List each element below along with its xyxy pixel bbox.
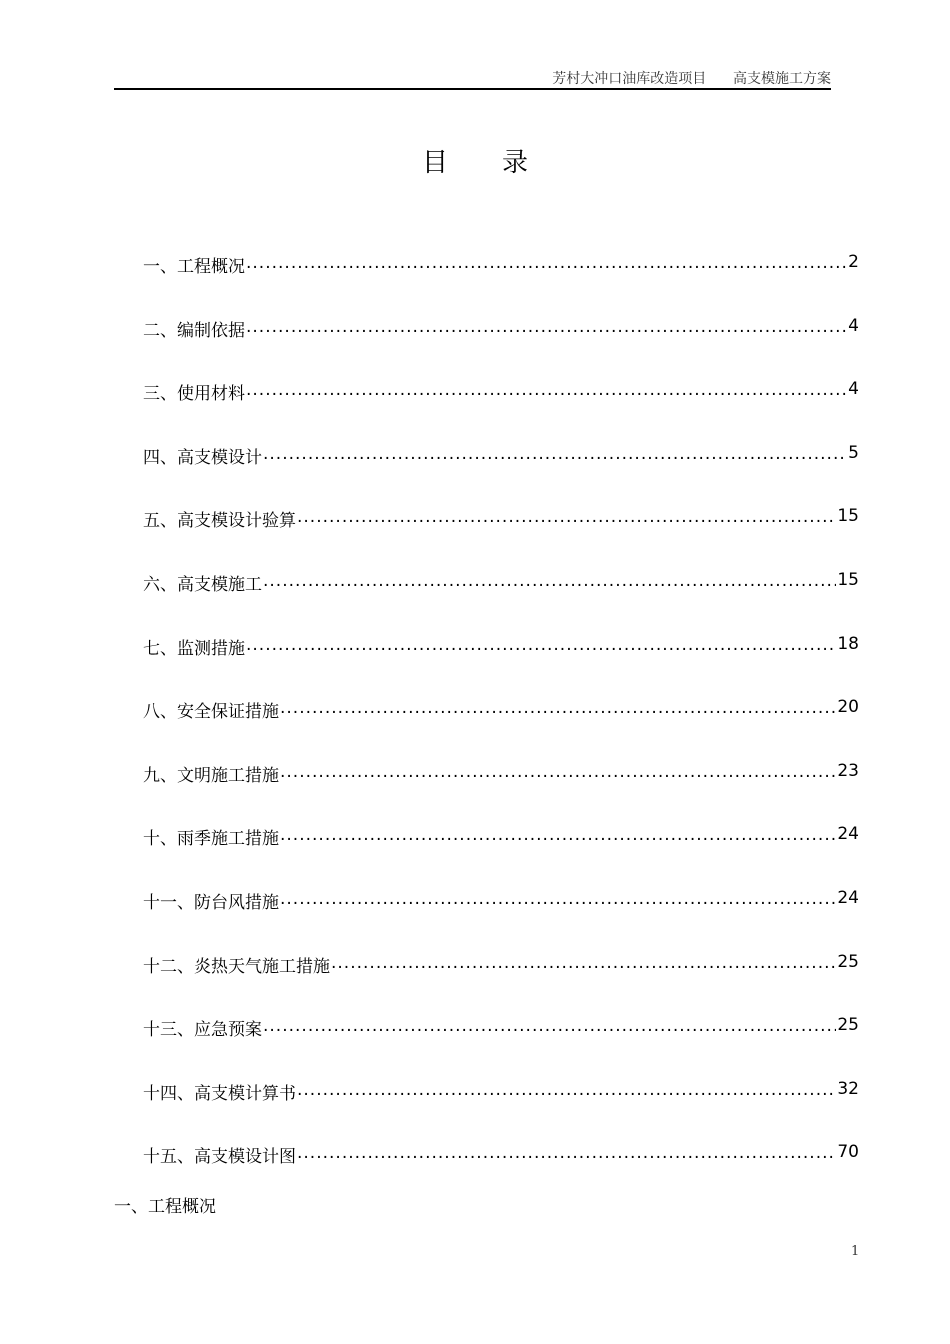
toc-entry-page: 5: [848, 442, 859, 463]
toc-leader: [280, 698, 836, 718]
toc-entry[interactable]: [143, 443, 859, 507]
toc-leader: [246, 253, 847, 273]
toc-entry[interactable]: [143, 888, 859, 952]
toc-entry[interactable]: [143, 379, 859, 443]
toc-entry-label: 十三、应急预案: [143, 1020, 262, 1041]
toc-entry[interactable]: [143, 634, 859, 698]
toc-entry-label: 十一、防台风措施: [143, 892, 279, 913]
table-of-contents: [143, 252, 859, 1206]
toc-leader: [246, 635, 836, 655]
toc-entry-label: 十、雨季施工措施: [143, 829, 279, 850]
header-text: 芳村大冲口油库改造项目 高支模施工方案: [552, 71, 831, 87]
toc-entry-page: 2: [848, 252, 859, 272]
toc-leader: [263, 1016, 836, 1036]
toc-entry[interactable]: [143, 952, 859, 1016]
toc-leader: [297, 1080, 836, 1100]
toc-entry[interactable]: [143, 824, 859, 888]
toc-entry-label: 六、高支模施工: [143, 574, 262, 595]
toc-entry[interactable]: [143, 570, 859, 634]
toc-entry[interactable]: [143, 1015, 859, 1079]
toc-entry-page: 70: [837, 1142, 859, 1163]
toc-entry-page: 20: [837, 697, 859, 718]
toc-entry[interactable]: [143, 252, 859, 316]
toc-entry-page: 24: [837, 824, 859, 845]
toc-leader: [280, 889, 836, 909]
toc-leader: [263, 571, 836, 591]
toc-entry[interactable]: [143, 1142, 859, 1206]
toc-leader: [280, 825, 836, 845]
toc-entry-label: 八、安全保证措施: [143, 702, 279, 723]
toc-entry-page: 15: [837, 569, 859, 590]
toc-entry[interactable]: [143, 761, 859, 825]
toc-entry-page: 4: [848, 379, 859, 400]
toc-leader: [246, 317, 847, 337]
toc-entry-page: 25: [837, 1015, 859, 1036]
toc-title: 目录: [421, 148, 582, 178]
toc-entry-label: 五、高支模设计验算: [143, 511, 296, 532]
toc-entry[interactable]: [143, 316, 859, 380]
toc-entry-label: 二、编制依据: [143, 320, 245, 341]
toc-entry-page: 18: [837, 633, 859, 654]
toc-entry-label: 七、监测措施: [143, 638, 245, 659]
toc-entry-label: 一、工程概况: [143, 257, 245, 277]
toc-entry-label: 十五、高支模设计图: [143, 1147, 296, 1168]
toc-entry-page: 25: [837, 951, 859, 972]
toc-entry-label: 九、文明施工措施: [143, 765, 279, 786]
toc-leader: [280, 762, 836, 782]
toc-entry-page: 15: [837, 506, 859, 527]
toc-entry[interactable]: [143, 506, 859, 570]
toc-leader: [297, 507, 836, 527]
page-header: [114, 66, 831, 90]
toc-leader: [331, 953, 836, 973]
toc-leader: [297, 1143, 836, 1163]
toc-leader: [263, 444, 847, 464]
toc-entry-label: 四、高支模设计: [143, 447, 262, 468]
toc-entry-label: 三、使用材料: [143, 384, 245, 405]
section-heading: 一、工程概况: [114, 1197, 216, 1217]
toc-entry[interactable]: [143, 1079, 859, 1143]
toc-entry[interactable]: [143, 697, 859, 761]
page-number: 1: [851, 1244, 860, 1259]
toc-entry-page: 24: [837, 887, 859, 908]
toc-entry-page: 23: [837, 760, 859, 781]
toc-entry-label: 十二、炎热天气施工措施: [143, 956, 330, 977]
toc-entry-page: 32: [837, 1078, 859, 1099]
toc-entry-page: 4: [848, 315, 859, 336]
toc-leader: [246, 380, 847, 400]
toc-entry-label: 十四、高支模计算书: [143, 1083, 296, 1104]
